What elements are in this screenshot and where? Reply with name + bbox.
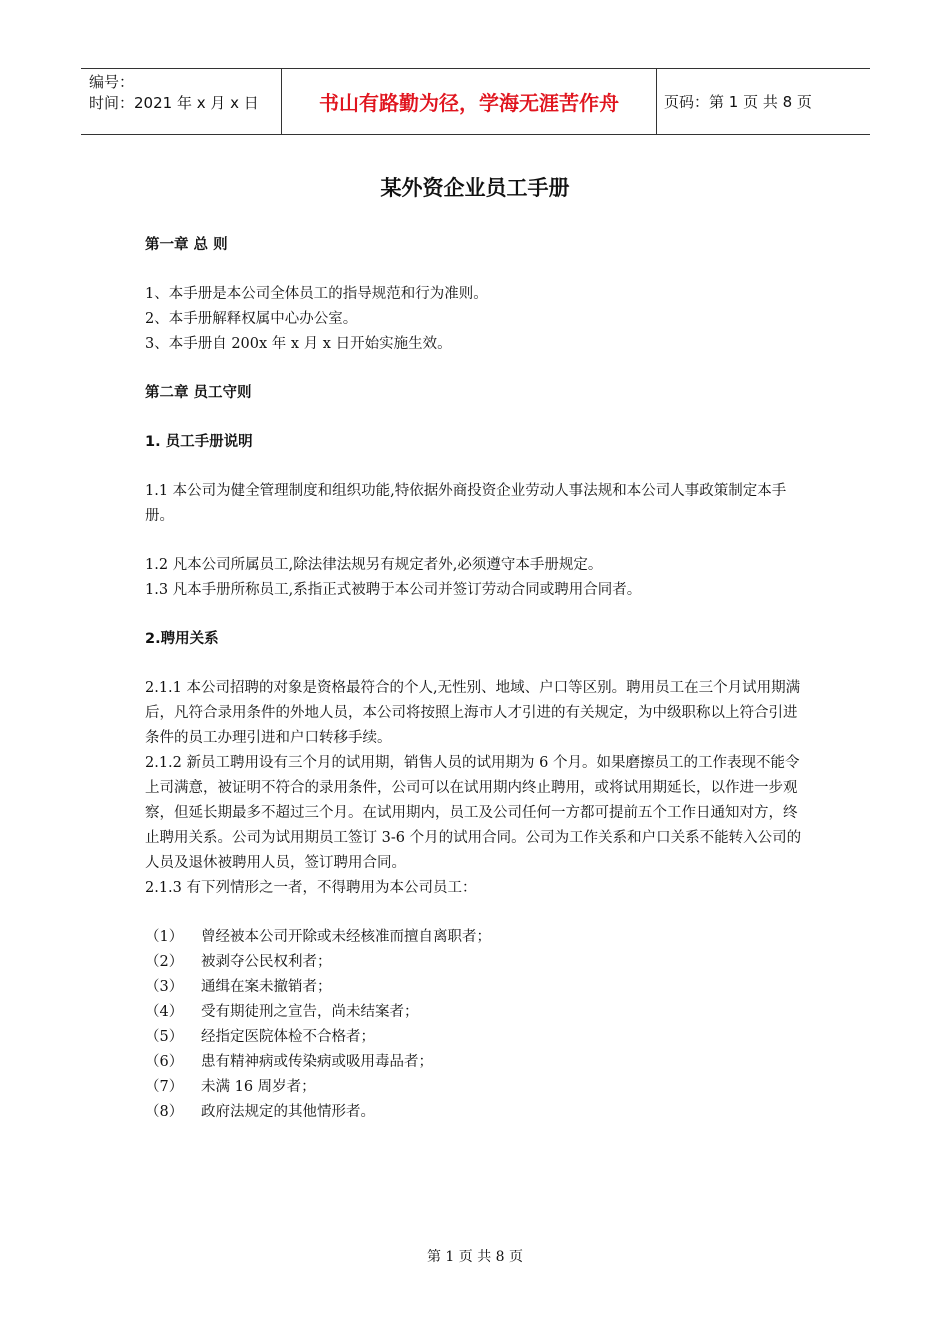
list-item-number: （5）: [145, 1029, 184, 1045]
list-item-number: （4）: [145, 1004, 184, 1020]
list-item: [145, 975, 810, 1000]
paragraph-1-3: 1.3 凡本手册所称员工,系指正式被聘于本公司并签订劳动合同或聘用合同者。: [145, 582, 642, 598]
page-footer: 第 1 页 共 8 页: [426, 1249, 524, 1265]
list-item: [145, 925, 810, 950]
list-item-text: 被剥夺公民权利者；: [201, 954, 332, 970]
list-item: [145, 950, 810, 975]
list-item-number: （6）: [145, 1054, 184, 1070]
paragraph-2-1-2: 2.1.2 新员工聘用设有三个月的试用期，销售人员的试用期为 6 个月。如果磨擦员工的工作表现不能令上司满意，被证明不符合的录用条件，公司可以在试用期内终止聘用，或将试用期延长，以作进一步观察，但延长期最多不超过三个月。在试用期内，员工及公司任何一方都可提前五个工作日通知对方，终止聘用关系。公司为试用期员工签订 3-6 个月的试用合同。公司为工作关系和户口关系不能转入公司的人员及退休被聘用人员，签订聘用合同。: [145, 755, 802, 871]
list-item-text: 经指定医院体检不合格者；: [201, 1029, 375, 1045]
paragraph-1-2: 1.2 凡本公司所属员工,除法律法规另有规定者外,必须遵守本手册规定。: [145, 557, 603, 573]
list-item-text: 未满 16 周岁者；: [201, 1079, 316, 1095]
list-item-text: 患有精神病或传染病或吸用毒品者；: [201, 1054, 433, 1070]
paragraph-1-1: 1.1 本公司为健全管理制度和组织功能,特依据外商投资企业劳动人事法规和本公司人事政策制定本手册。: [145, 483, 787, 524]
section2-heading: 2.聘用关系: [145, 631, 219, 647]
list-item-text: 曾经被本公司开除或未经核准而擅自离职者；: [201, 929, 491, 945]
conditions-list: [145, 925, 810, 1125]
chapter1-item: 3、本手册自 200x 年 x 月 x 日开始实施生效。: [145, 336, 452, 352]
list-item-text: 通缉在案未撤销者；: [201, 979, 332, 995]
page-info: 页码：第 1 页 共 8 页: [664, 93, 812, 111]
date-line: 时间：2021 年 x 月 x 日: [89, 94, 259, 112]
list-item-number: （8）: [145, 1104, 184, 1120]
serial-label: 编号：: [89, 73, 135, 91]
list-item-number: （3）: [145, 979, 184, 995]
list-item-number: （7）: [145, 1079, 184, 1095]
list-item-number: （2）: [145, 954, 184, 970]
document-body: [145, 233, 810, 1125]
list-item-number: （1）: [145, 929, 184, 945]
list-item: [145, 1025, 810, 1050]
list-item: [145, 1100, 810, 1125]
header-table: [81, 68, 870, 135]
paragraph-2-1-1: 2.1.1 本公司招聘的对象是资格最符合的个人,无性别、地域、户口等区别。聘用员工在三个月试用期满后，凡符合录用条件的外地人员，本公司将按照上海市人才引进的有关规定，为中级职称以上符合引进条件的员工办理引进和户口转移手续。: [145, 680, 801, 746]
document-title: 某外资企业员工手册: [380, 176, 570, 200]
chapter2-heading: 第二章 员工守则: [145, 385, 252, 401]
list-item-text: 受有期徒刑之宣告，尚未结案者；: [201, 1004, 419, 1020]
header-meta: [81, 69, 282, 134]
list-item: [145, 1075, 810, 1100]
list-item-text: 政府法规定的其他情形者。: [201, 1104, 375, 1120]
section1-heading: 1. 员工手册说明: [145, 434, 253, 450]
paragraph-2-1-3: 2.1.3 有下列情形之一者，不得聘用为本公司员工：: [145, 880, 477, 896]
motto: 书山有路勤为径，学海无涯苦作舟: [282, 69, 657, 134]
chapter1-item: 1、本手册是本公司全体员工的指导规范和行为准则。: [145, 286, 488, 302]
list-item: [145, 1000, 810, 1025]
list-item: [145, 1050, 810, 1075]
chapter1-heading: 第一章 总 则: [145, 237, 228, 253]
chapter1-item: 2、本手册解释权属中心办公室。: [145, 311, 358, 327]
